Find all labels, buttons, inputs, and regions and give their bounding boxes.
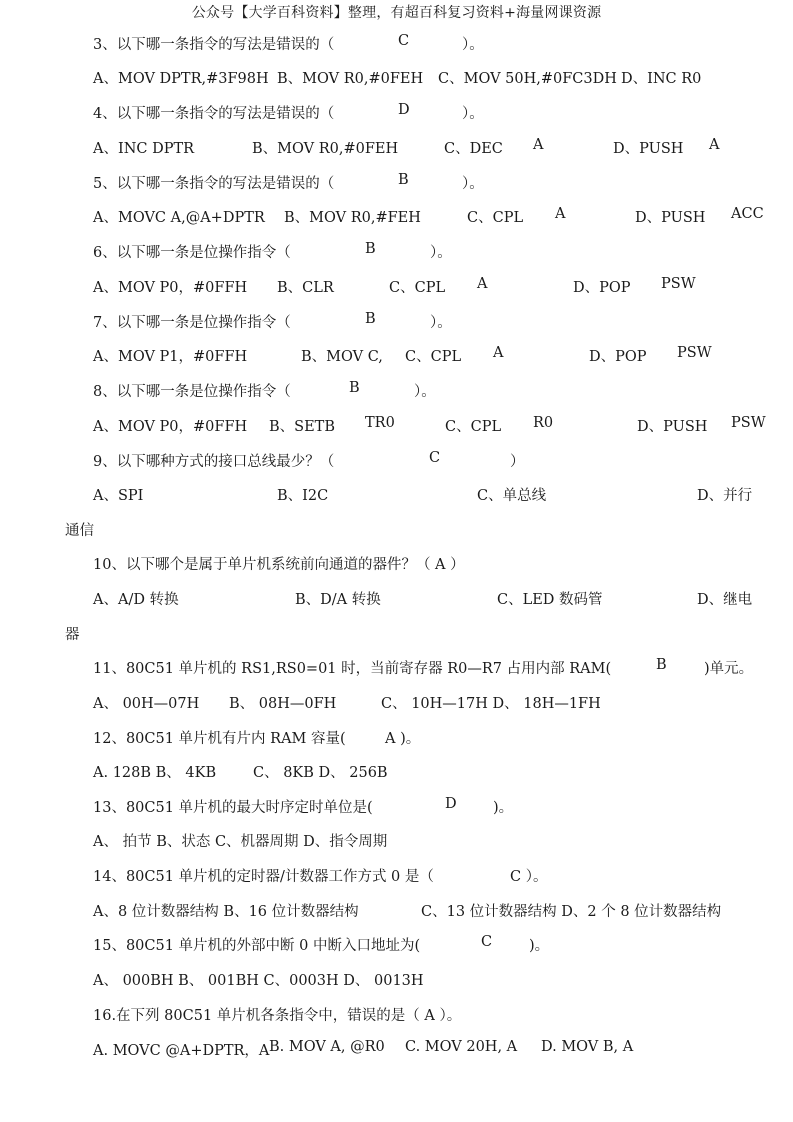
text-segment: A: [477, 276, 488, 292]
text-line: [0, 553, 793, 573]
text-segment: ）。: [430, 315, 452, 331]
text-segment: 8、以下哪一条是位操作指令（: [93, 384, 291, 400]
text-segment: PSW: [661, 276, 696, 292]
text-line: [0, 206, 793, 226]
text-segment: B、MOV R0,#0FEH: [252, 141, 399, 157]
text-segment: A、INC DPTR: [93, 141, 195, 157]
text-segment: C、单总线: [477, 488, 547, 504]
text-line: [0, 1004, 793, 1024]
text-segment: A: [493, 345, 504, 361]
text-segment: A )。: [385, 731, 421, 747]
text-line: [0, 345, 793, 365]
text-line: [0, 1039, 793, 1059]
text-segment: A. 128B B、 4KB: [93, 765, 217, 781]
text-segment: A、SPI: [93, 488, 144, 504]
text-segment: 4、以下哪一条指令的写法是错误的（: [93, 106, 335, 122]
text-segment: A、MOV P0，#0FFH: [93, 419, 248, 435]
text-line: [0, 623, 793, 643]
text-segment: B、 08H—0FH: [229, 696, 337, 712]
text-line: [0, 67, 793, 87]
text-segment: C、 8KB D、 256B: [253, 765, 388, 781]
text-segment: A: [533, 137, 544, 153]
text-line: [0, 588, 793, 608]
text-segment: ）。: [462, 106, 484, 122]
page-header-watermark: 公众号【大学百科资料】整理，有超百科复习资料+海量网课资源: [191, 5, 602, 21]
text-segment: D、继电: [697, 592, 753, 608]
text-segment: B、MOV R0,#0FEH: [277, 71, 424, 87]
text-segment: 13、80C51 单片机的最大时序定时单位是(: [93, 800, 373, 816]
text-segment: D、PUSH: [635, 210, 706, 226]
text-segment: A、 拍节 B、状态 C、机器周期 D、指令周期: [93, 834, 388, 850]
text-segment: D、并行: [697, 488, 753, 504]
text-segment: C、LED 数码管: [497, 592, 603, 608]
text-segment: A、A/D 转换: [93, 592, 179, 608]
text-line: [0, 450, 793, 470]
text-segment: 7、以下哪一条是位操作指令（: [93, 315, 291, 331]
text-line: [0, 380, 793, 400]
text-line: [0, 900, 793, 920]
text-line: [0, 311, 793, 331]
text-segment: )。: [493, 800, 514, 816]
text-segment: 9、以下哪种方式的接口总线最少？（: [93, 454, 335, 470]
text-segment: D、INC R0: [621, 71, 702, 87]
text-line: [0, 102, 793, 122]
text-line: [0, 865, 793, 885]
text-segment: B、MOV C,: [301, 349, 383, 365]
text-segment: B、CLR: [277, 280, 334, 296]
text-segment: C、CPL: [445, 419, 502, 435]
text-segment: A: [555, 206, 566, 222]
text-line: [0, 276, 793, 296]
text-segment: ACC: [731, 206, 764, 222]
text-segment: C: [398, 33, 410, 49]
text-segment: D、POP: [589, 349, 647, 365]
text-segment: A: [709, 137, 720, 153]
text-segment: B、MOV R0,#FEH: [284, 210, 421, 226]
text-segment: D、POP: [573, 280, 631, 296]
text-segment: 3、以下哪一条指令的写法是错误的（: [93, 37, 335, 53]
text-segment: B: [349, 380, 360, 396]
text-segment: )。: [529, 938, 550, 954]
text-segment: A、MOV P0，#0FFH: [93, 280, 248, 296]
text-segment: TR0: [365, 415, 395, 431]
text-line: [0, 172, 793, 192]
text-line: [0, 830, 793, 850]
text-segment: )单元。: [704, 661, 754, 677]
text-segment: PSW: [677, 345, 712, 361]
text-segment: C、13 位计数器结构 D、2 个 8 位计数器结构: [421, 904, 722, 920]
text-segment: ）: [510, 454, 525, 470]
text-segment: 通信: [65, 523, 94, 539]
text-segment: D: [398, 102, 410, 118]
text-segment: ）。: [430, 245, 452, 261]
text-segment: C、MOV 50H,#0FC3DH: [438, 71, 617, 87]
text-segment: A、MOV P1，#0FFH: [93, 349, 248, 365]
text-segment: C、CPL: [405, 349, 462, 365]
text-line: [0, 969, 793, 989]
text-segment: B: [365, 311, 376, 327]
text-segment: B、I2C: [277, 488, 329, 504]
text-segment: A、 00H—07H: [93, 696, 200, 712]
text-segment: C、CPL: [389, 280, 446, 296]
text-line: [0, 33, 793, 53]
text-segment: B: [398, 172, 409, 188]
text-segment: PSW: [731, 415, 766, 431]
text-segment: A、MOVC A,@A+DPTR: [93, 210, 265, 226]
text-line: [0, 519, 793, 539]
text-segment: ）。: [414, 384, 436, 400]
text-segment: A、 000BH B、 001BH C、0003H D、 0013H: [93, 973, 424, 989]
text-segment: B: [656, 657, 667, 673]
text-line: [0, 692, 793, 712]
text-segment: 器: [65, 627, 80, 643]
text-line: [0, 727, 793, 747]
text-segment: 12、80C51 单片机有片内 RAM 容量(: [93, 731, 346, 747]
text-segment: B. MOV A, @R0: [269, 1039, 385, 1055]
text-segment: C ）。: [510, 869, 548, 885]
text-line: [0, 241, 793, 261]
text-segment: 11、80C51 单片机的 RS1,RS0=01 时，当前寄存器 R0—R7 占用内部 RAM(: [93, 661, 612, 677]
text-line: [0, 137, 793, 157]
text-segment: B、D/A 转换: [295, 592, 381, 608]
text-segment: R0: [533, 415, 554, 431]
text-segment: D: [445, 796, 457, 812]
text-segment: D、PUSH: [613, 141, 684, 157]
text-line: [0, 415, 793, 435]
text-segment: ）。: [462, 37, 484, 53]
text-segment: A、8 位计数器结构 B、16 位计数器结构: [93, 904, 359, 920]
text-segment: 16.在下列 80C51 单片机各条指令中，错误的是（ A ）。: [93, 1008, 462, 1024]
text-segment: D. MOV B, A: [541, 1039, 634, 1055]
text-segment: ）。: [462, 176, 484, 192]
text-segment: B、SETB: [269, 419, 336, 435]
text-segment: 14、80C51 单片机的定时器/计数器工作方式 0 是（: [93, 869, 434, 885]
text-segment: C. MOV 20H, A: [405, 1039, 518, 1055]
text-line: [0, 761, 793, 781]
text-segment: A、MOV DPTR,#3F98H: [93, 71, 269, 87]
text-line: [0, 484, 793, 504]
text-segment: D、PUSH: [637, 419, 708, 435]
text-segment: C: [429, 450, 441, 466]
text-segment: 5、以下哪一条指令的写法是错误的（: [93, 176, 335, 192]
text-segment: C、DEC: [444, 141, 503, 157]
text-line: [0, 934, 793, 954]
text-segment: 10、以下哪个是属于单片机系统前向通道的器件？（ A ）: [93, 557, 465, 573]
text-segment: B: [365, 241, 376, 257]
text-segment: 6、以下哪一条是位操作指令（: [93, 245, 291, 261]
text-segment: C: [481, 934, 493, 950]
text-segment: C、CPL: [467, 210, 524, 226]
text-line: [0, 657, 793, 677]
text-segment: 15、80C51 单片机的外部中断 0 中断入口地址为(: [93, 938, 421, 954]
text-segment: C、 10H—17H D、 18H—1FH: [381, 696, 601, 712]
text-segment: A. MOVC @A+DPTR，A: [93, 1043, 270, 1059]
text-line: [0, 796, 793, 816]
